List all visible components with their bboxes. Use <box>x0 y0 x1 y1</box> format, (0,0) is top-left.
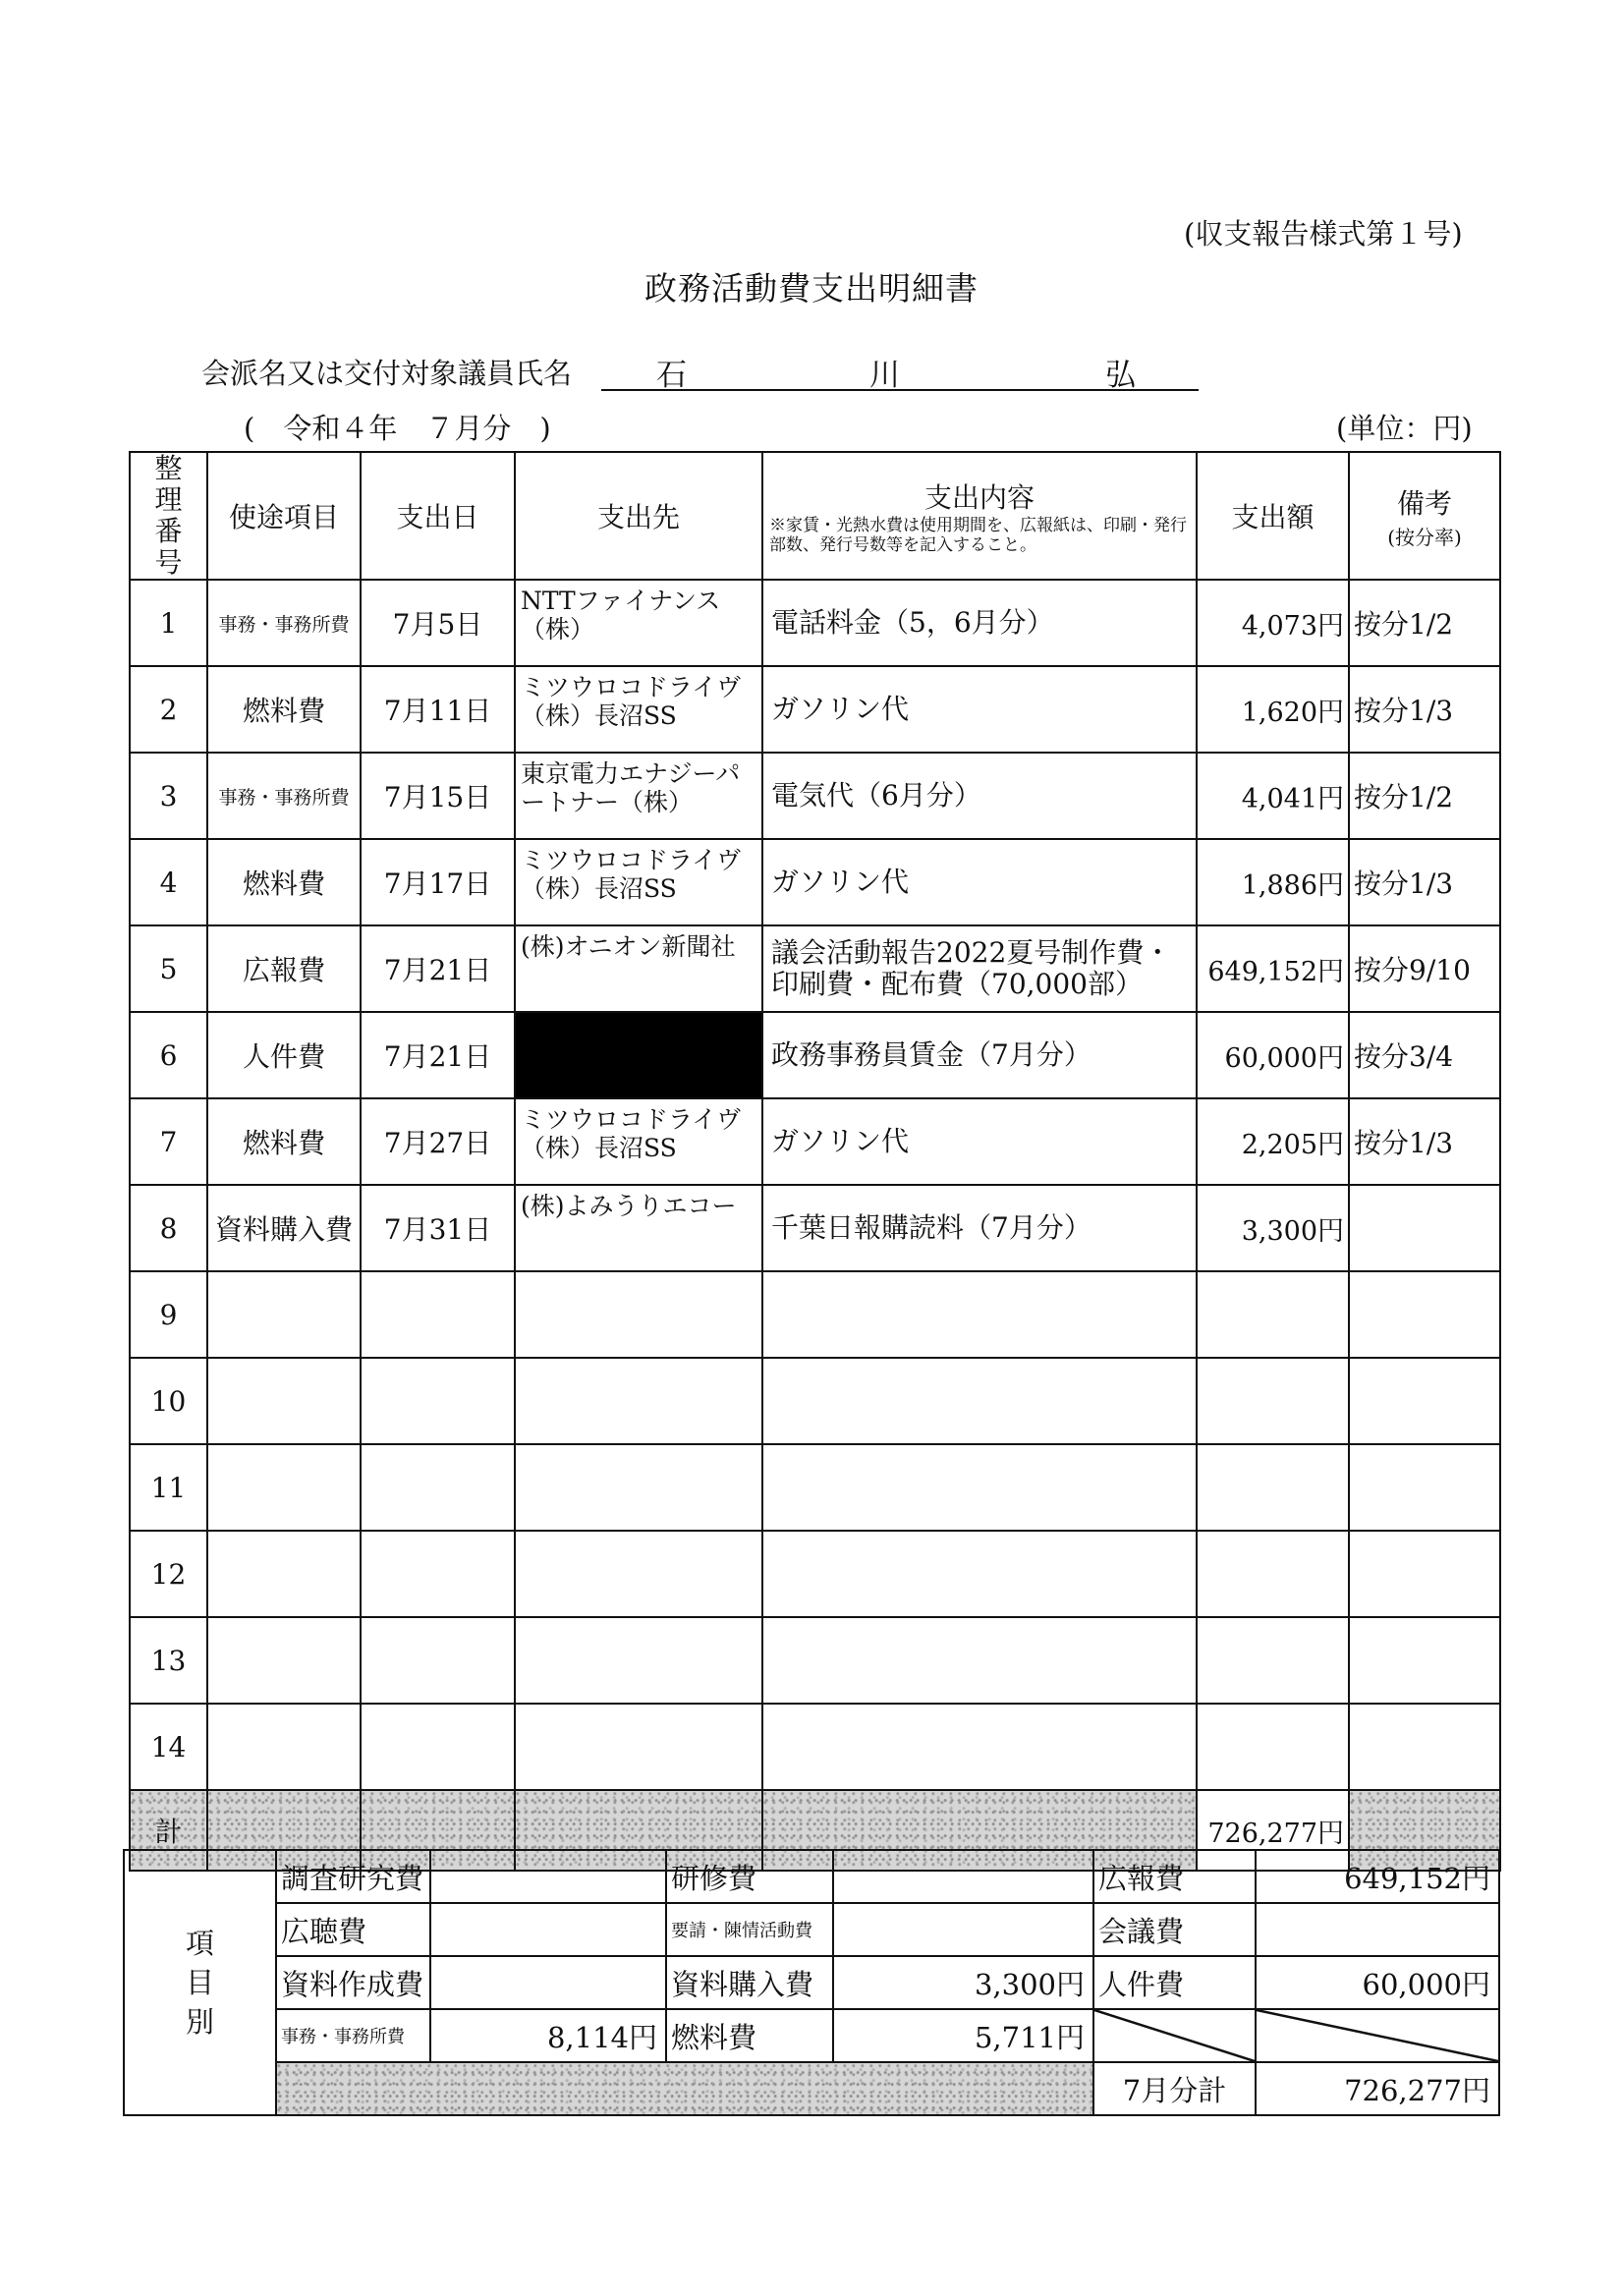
row-desc: 議会活動報告2022夏号制作費・印刷費・配布費（70,000部） <box>762 925 1197 1012</box>
row-amount <box>1197 1271 1349 1358</box>
total-amount: 726,277円 <box>1197 1790 1349 1871</box>
table-row <box>130 925 1500 1012</box>
row-amount: 4,073円 <box>1197 580 1349 666</box>
row-use: 資料購入費 <box>207 1185 361 1271</box>
row-use: 燃料費 <box>207 666 361 753</box>
header-note-label: 備考 <box>1396 486 1452 520</box>
row-desc <box>762 1271 1197 1358</box>
unit-label: (単位：円) <box>1336 412 1473 445</box>
expense-table <box>129 451 1501 1872</box>
row-payee: ミツウロコドライヴ（株）長沼SS <box>515 666 762 753</box>
summary-value <box>833 1903 1093 1956</box>
page-title: 政務活動費支出明細書 <box>644 269 979 308</box>
row-no: 3 <box>130 753 207 839</box>
redacted-payee <box>515 1012 762 1098</box>
row-desc <box>762 1444 1197 1531</box>
summary-value: 3,300円 <box>833 1956 1093 2009</box>
row-desc: 千葉日報購読料（7月分） <box>762 1185 1197 1271</box>
summary-label: 研修費 <box>666 1850 833 1903</box>
row-note <box>1349 1358 1500 1444</box>
row-use: 事務・事務所費 <box>207 753 361 839</box>
row-date <box>361 1704 515 1790</box>
table-row <box>130 753 1500 839</box>
row-payee <box>515 1271 762 1358</box>
summary-value <box>430 1903 666 1956</box>
row-no: 4 <box>130 839 207 925</box>
row-no: 5 <box>130 925 207 1012</box>
row-amount: 60,000円 <box>1197 1012 1349 1098</box>
row-desc: ガソリン代 <box>762 1098 1197 1185</box>
row-date <box>361 1531 515 1617</box>
row-use <box>207 1358 361 1444</box>
row-desc <box>762 1358 1197 1444</box>
row-note: 按分1/3 <box>1349 1098 1500 1185</box>
summary-label: 資料購入費 <box>666 1956 833 2009</box>
summary-side-label: 項目別 <box>124 1850 276 2115</box>
row-no: 12 <box>130 1531 207 1617</box>
row-note: 按分9/10 <box>1349 925 1500 1012</box>
row-payee: 東京電力エナジーパートナー（株） <box>515 753 762 839</box>
summary-label: 調査研究費 <box>276 1850 430 1903</box>
row-note: 按分1/2 <box>1349 580 1500 666</box>
table-row <box>130 1704 1500 1790</box>
row-amount <box>1197 1444 1349 1531</box>
row-no: 7 <box>130 1098 207 1185</box>
summary-label: 要請・陳情活動費 <box>666 1903 833 1956</box>
header-desc-note: ※家賃・光熱水費は使用期間を、広報紙は、印刷・発行部数、発行号数等を記入すること。 <box>769 516 1187 555</box>
row-payee: ミツウロコドライヴ（株）長沼SS <box>515 839 762 925</box>
row-amount <box>1197 1531 1349 1617</box>
row-payee <box>515 1617 762 1704</box>
summary-value: 649,152円 <box>1256 1850 1499 1903</box>
row-amount: 3,300円 <box>1197 1185 1349 1271</box>
row-date: 7月21日 <box>361 1012 515 1098</box>
summary-value <box>430 1956 666 2009</box>
row-date: 7月15日 <box>361 753 515 839</box>
row-note: 按分1/3 <box>1349 666 1500 753</box>
row-amount <box>1197 1358 1349 1444</box>
row-desc <box>762 1617 1197 1704</box>
row-no: 2 <box>130 666 207 753</box>
row-payee <box>515 1531 762 1617</box>
total-label: 計 <box>130 1790 207 1871</box>
table-row <box>130 839 1500 925</box>
summary-shade-cell <box>276 2062 1093 2115</box>
table-row <box>130 1012 1500 1098</box>
row-date: 7月21日 <box>361 925 515 1012</box>
row-no: 8 <box>130 1185 207 1271</box>
summary-label: 会議費 <box>1093 1903 1256 1956</box>
row-use <box>207 1704 361 1790</box>
row-note <box>1349 1617 1500 1704</box>
row-note <box>1349 1444 1500 1531</box>
summary-value: 8,114円 <box>430 2009 666 2062</box>
summary-value <box>833 1850 1093 1903</box>
row-note <box>1349 1531 1500 1617</box>
row-use: 事務・事務所費 <box>207 580 361 666</box>
table-row <box>130 666 1500 753</box>
form-id: (収支報告様式第１号) <box>1184 217 1463 251</box>
summary-total-label: 7月分計 <box>1093 2062 1256 2115</box>
table-row <box>130 1358 1500 1444</box>
row-amount: 1,886円 <box>1197 839 1349 925</box>
summary-label: 人件費 <box>1093 1956 1256 2009</box>
row-note: 按分1/2 <box>1349 753 1500 839</box>
row-note <box>1349 1185 1500 1271</box>
row-desc <box>762 1531 1197 1617</box>
table-row <box>130 1098 1500 1185</box>
row-date: 7月31日 <box>361 1185 515 1271</box>
category-summary-table <box>123 1849 1500 2116</box>
header-payee: 支出先 <box>515 452 762 580</box>
row-no: 9 <box>130 1271 207 1358</box>
row-date: 7月17日 <box>361 839 515 925</box>
header-amount: 支出額 <box>1197 452 1349 580</box>
header-use: 使途項目 <box>207 452 361 580</box>
header-desc-label: 支出内容 <box>923 481 1035 514</box>
summary-label: 広聴費 <box>276 1903 430 1956</box>
summary-label: 資料作成費 <box>276 1956 430 2009</box>
row-note <box>1349 1271 1500 1358</box>
period: ( 令和４年 ７月分 ) <box>244 412 551 445</box>
summary-label: 事務・事務所費 <box>276 2009 430 2062</box>
header-note <box>1349 452 1500 580</box>
row-use <box>207 1444 361 1531</box>
name-part-2: 川 <box>869 358 900 393</box>
row-date: 7月5日 <box>361 580 515 666</box>
row-use: 燃料費 <box>207 1098 361 1185</box>
row-date: 7月27日 <box>361 1098 515 1185</box>
row-amount: 2,205円 <box>1197 1098 1349 1185</box>
row-payee: NTTファイナンス（株） <box>515 580 762 666</box>
table-row <box>130 1444 1500 1531</box>
row-no: 14 <box>130 1704 207 1790</box>
row-note: 按分1/3 <box>1349 839 1500 925</box>
row-desc <box>762 1704 1197 1790</box>
row-payee <box>515 1704 762 1790</box>
row-no: 6 <box>130 1012 207 1098</box>
summary-value <box>430 1850 666 1903</box>
row-use <box>207 1271 361 1358</box>
row-desc: 電話料金（5，6月分） <box>762 580 1197 666</box>
row-use: 広報費 <box>207 925 361 1012</box>
name-part-3: 弘 <box>1105 358 1136 393</box>
row-note: 按分3/4 <box>1349 1012 1500 1098</box>
row-no: 1 <box>130 580 207 666</box>
row-no: 13 <box>130 1617 207 1704</box>
table-row <box>130 1531 1500 1617</box>
row-no: 11 <box>130 1444 207 1531</box>
summary-value: 5,711円 <box>833 2009 1093 2062</box>
row-use: 人件費 <box>207 1012 361 1098</box>
header-date: 支出日 <box>361 452 515 580</box>
row-note <box>1349 1704 1500 1790</box>
table-row <box>130 1185 1500 1271</box>
row-desc: ガソリン代 <box>762 839 1197 925</box>
row-amount <box>1197 1617 1349 1704</box>
summary-value <box>1256 1903 1499 1956</box>
row-date <box>361 1271 515 1358</box>
summary-label: 燃料費 <box>666 2009 833 2062</box>
row-payee: ミツウロコドライヴ（株）長沼SS <box>515 1098 762 1185</box>
header-no: 整理番号 <box>130 452 207 580</box>
row-use: 燃料費 <box>207 839 361 925</box>
row-payee: (株)オニオン新聞社 <box>515 925 762 1012</box>
row-date <box>361 1444 515 1531</box>
summary-total-value: 726,277円 <box>1256 2062 1499 2115</box>
table-row <box>130 1271 1500 1358</box>
table-row <box>130 580 1500 666</box>
row-desc: 電気代（6月分） <box>762 753 1197 839</box>
row-use <box>207 1531 361 1617</box>
row-amount: 4,041円 <box>1197 753 1349 839</box>
row-payee <box>515 1444 762 1531</box>
table-row <box>130 1617 1500 1704</box>
name-label: 会派名又は交付対象議員氏名 <box>201 357 573 390</box>
row-no: 10 <box>130 1358 207 1444</box>
diagonal-blank-cell <box>1093 2009 1256 2062</box>
row-payee <box>515 1358 762 1444</box>
table-header-row <box>130 452 1500 580</box>
name-part-1: 石 <box>656 358 687 393</box>
row-date <box>361 1617 515 1704</box>
row-amount: 649,152円 <box>1197 925 1349 1012</box>
row-date: 7月11日 <box>361 666 515 753</box>
summary-value: 60,000円 <box>1256 1956 1499 2009</box>
row-desc: 政務事務員賃金（7月分） <box>762 1012 1197 1098</box>
row-use <box>207 1617 361 1704</box>
row-amount <box>1197 1704 1349 1790</box>
header-desc <box>762 452 1197 580</box>
row-date <box>361 1358 515 1444</box>
diagonal-blank-cell <box>1256 2009 1499 2062</box>
row-desc: ガソリン代 <box>762 666 1197 753</box>
row-amount: 1,620円 <box>1197 666 1349 753</box>
row-payee: (株)よみうりエコー <box>515 1185 762 1271</box>
header-note-sub: (按分率) <box>1387 525 1462 549</box>
summary-label: 広報費 <box>1093 1850 1256 1903</box>
